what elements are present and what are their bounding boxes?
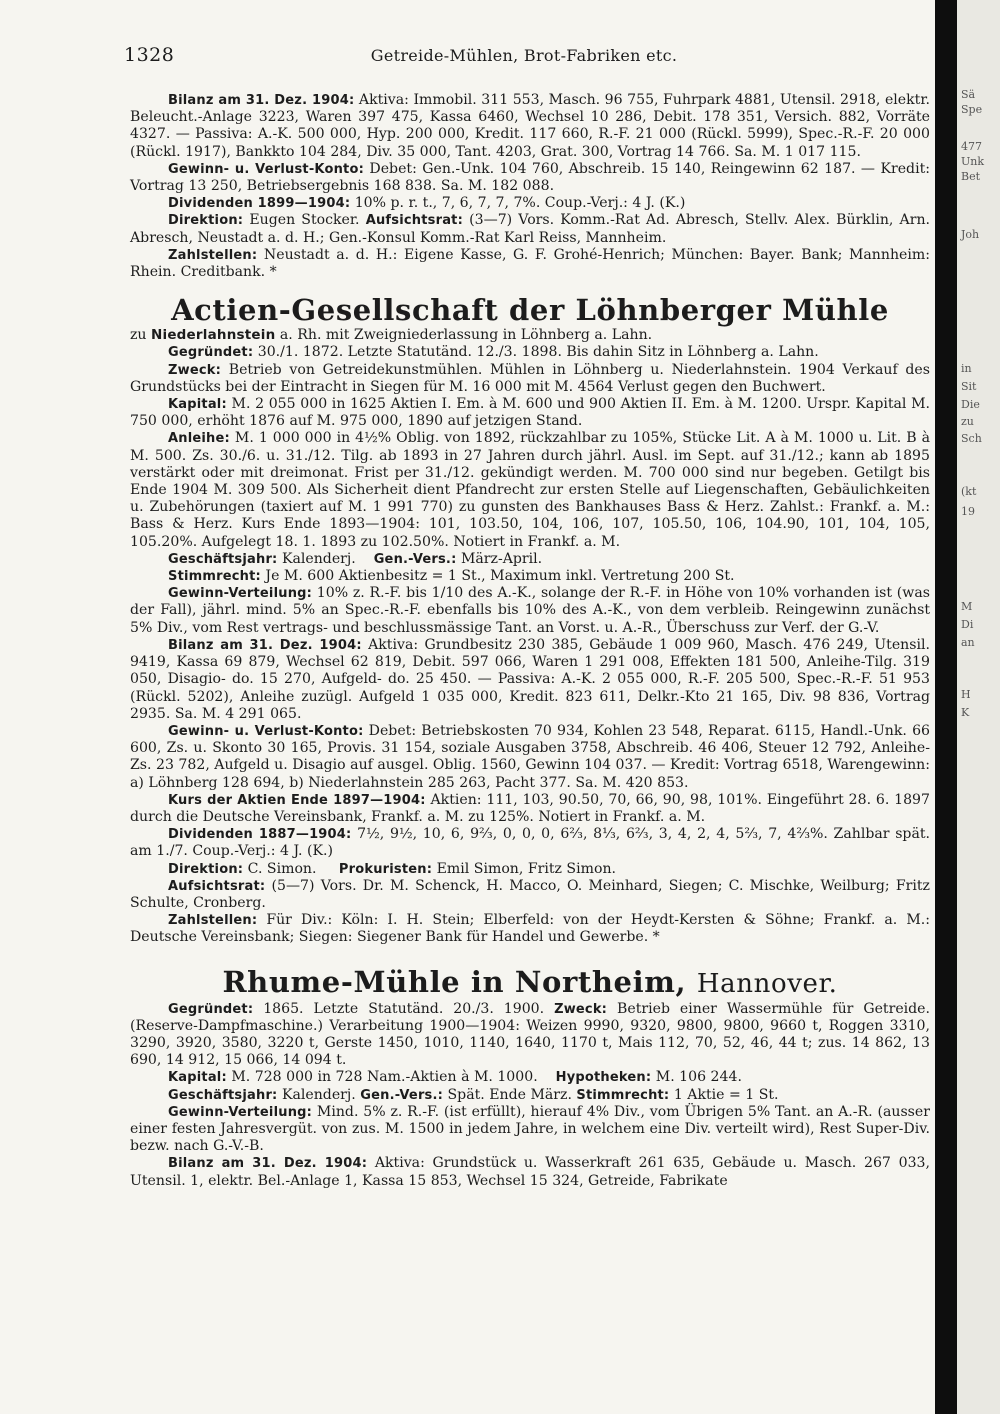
edge-fragment: Spe [961, 103, 983, 116]
kurs-entry: Kurs der Aktien Ende 1897—1904: Aktien: 111, 103, 90.50, 70, 66, 90, 98, 101%. Eingeführt 28. 6. 1897 durch die Deutsche Vereinsbank, Frankf. a. M. zu 125%. Notiert in Frankf. a. M. [130, 791, 930, 825]
stimmrecht-entry: Stimmrecht: Je M. 600 Aktienbesitz = 1 St., Maximum inkl. Vertretung 200 St. [168, 568, 735, 585]
gewinn-verlust-entry [130, 161, 930, 195]
edge-fragment: Di [961, 618, 974, 631]
edge-fragment: in [961, 362, 972, 375]
field-label: Bilanz am 31. Dez. 1904: [168, 93, 355, 108]
page-content [130, 92, 930, 1190]
book-gutter [935, 0, 957, 1414]
field-label: Direktion: [168, 213, 244, 229]
edge-fragment: an [961, 636, 975, 649]
geschaeftsjahr-entry: Geschäftsjahr: Kalenderj. Gen.-Vers.: Spät. Ende März. Stimmrecht: 1 Aktie = 1 St. [168, 1086, 779, 1103]
direktion-entry [130, 212, 930, 246]
field-text: Debet: Gen.-Unk. 104 760, Abschreib. 15 140, Reingewinn 62 187. — Kredit: Vortrag 13 250, Betriebsergebnis 168 838. Sa. M. 182 088. [130, 160, 930, 195]
edge-fragment: K [961, 706, 970, 719]
field-text: Neustadt a. d. H.: Eigene Kasse, G. F. Grohé-Henrich; München: Bayer. Bank; Mannheim: Rhein. Creditbank. * [130, 246, 930, 281]
gegruendet-zweck-entry: Gegründet: 1865. Letzte Statutänd. 20./3. 1900. Zweck: Betrieb einer Wassermühle für Getreide. (Reserve-Dampfmaschine.) Verarbeitung 1900—1904: Weizen 9990, 9320, 9800, 9800, 9660 t, Roggen 3310, 3290, 3920, 3580, 3220 t, Gerste 1450, 1010, 1140, 1640, 1170 t, Mais 112, 70, 52, 46, 44 t; zus. 14 862, 13 690, 14 912, 15 066, 14 094 t. [130, 1000, 931, 1069]
field-text: (3—7) Vors. Komm.-Rat Ad. Abresch, Stellv. Alex. Bürklin, Arn. Abresch, Neustadt a. d. H.; Gen.-Konsul Komm.-Rat Karl Reiss, Mannheim. [130, 212, 931, 246]
edge-fragment: H [961, 688, 971, 701]
kapital-entry: Kapital: M. 728 000 in 728 Nam.-Aktien à M. 1000. Hypotheken: M. 106 244. [168, 1069, 742, 1086]
edge-fragment: Sä [961, 88, 976, 101]
edge-fragment: 19 [961, 505, 975, 518]
edge-fragment: Unk [961, 155, 985, 168]
gegruendet-entry: Gegründet: 30./1. 1872. Letzte Statutänd. 12./3. 1898. Bis dahin Sitz in Löhnberg a. Lahn. [168, 344, 819, 361]
gewinn-verteilung-entry: Gewinn-Verteilung: 10% z. R.-F. bis 1/10 des A.-K., solange der R.-F. in Höhe von 10% vorhanden ist (was der Fall), jährl. mind. 5% an Spec.-R.-F. ebenfalls bis 10% des A.-K., von dem verbleib. Reingewinn zunächst 5% Div., vom Rest vertrags- und beschlussmässige Tant. an Vorst. u. A.-R., Überschuss zur Verf. der G.-V. [130, 585, 930, 636]
company-title: Actien-Gesellschaft der Löhnberger Mühle [171, 293, 889, 328]
anleihe-entry: Anleihe: M. 1 000 000 in 4½% Oblig. von 1892, rückzahlbar zu 105%, Stücke Lit. A à M. 1000 u. Lit. B à M. 500. Zs. 30./6. u. 31./12. Tilg. ab 1893 in 27 Jahren durch jährl. Ausl. im Sept. auf 31./12.; kann ab 1895 verstärkt oder mit dreimonat. Frist per 31./12. gekündigt werden. M. 700 000 sind nur begeben. Getilgt bis Ende 1904 M. 309 500. Als Sicherheit dient Pfandrecht zur ersten Stelle auf Liegenschaften, Gebäulichkeiten u. Zubehörungen (taxiert auf M. 1 991 770) zu gunsten des Bankhauses Bass & Herz. Zahlst.: Frankf. a. M.: Bass & Herz. Kurs Ende 1893—1904: 101, 103.50, 104, 106, 107, 105.50, 106, 104.90, 101, 104, 105, 105.20%. Aufgelegt 18. 1. 1893 zu 102.50%. Notiert in Frankf. a. M. [130, 430, 930, 550]
geschaeftsjahr-entry: Geschäftsjahr: Kalenderj. Gen.-Vers.: März-April. [168, 550, 543, 567]
page-number: 1328 [124, 44, 175, 66]
bilanz-entry: Bilanz am 31. Dez. 1904: Aktiva: Grundstück u. Wasserkraft 261 635, Gebäude u. Masch. 267 033, Utensil. 1, elektr. Bel.-Anlage 1, Kassa 15 853, Wechsel 15 324, Getreide, Fabrikate [130, 1155, 930, 1189]
zahlstellen-entry: Zahlstellen: Für Div.: Köln: I. H. Stein; Elberfeld: von der Heydt-Kersten & Söhne; Frankf. a. M.: Deutsche Vereinsbank; Siegen: Siegener Bank für Handel und Gewerbe. * [130, 912, 930, 946]
page-header [124, 44, 924, 74]
field-text: Eugen Stocker. [249, 212, 360, 229]
seat-city: Niederlahnstein [151, 327, 276, 344]
field-label: Aufsichtsrat: [365, 213, 463, 229]
field-label: Dividenden 1899—1904: [168, 196, 351, 212]
aufsichtsrat-entry: Aufsichtsrat: (5—7) Vors. Dr. M. Schenck, H. Macco, O. Meinhard, Siegen; C. Mischke, Weilburg; Fritz Schulte, Cronberg. [130, 877, 930, 911]
edge-fragment: M [961, 600, 973, 613]
edge-fragment: Bet [961, 170, 981, 183]
running-title: Getreide-Mühlen, Brot-Fabriken etc. [370, 46, 678, 65]
field-text: Aktiva: Immobil. 311 553, Masch. 96 755, Fuhrpark 4881, Utensil. 2918, elektr. Beleucht.-Anlage 3223, Waren 397 475, Kassa 6460, Wechsel 10 286, Debit. 178 351, Versich. 882, Vorräte 4327. — Passiva: A.-K. 500 000, Hyp. 200 000, Kredit. 117 660, R.-F. 21 000 (Rückl. 5999), Spec.-R.-F. 20 000 (Rückl. 1917), Bankkto 104 284, Div. 35 000, Tant. 4203, Grat. 300, Vortrag 14 766. Sa. M. 1 017 115. [130, 92, 930, 160]
bilanz-entry: Bilanz am 31. Dez. 1904: Aktiva: Grundbesitz 230 385, Gebäude 1 009 960, Masch. 476 249, Utensil. 9419, Kassa 69 879, Wechsel 62 819, Debit. 597 066, Waren 1 291 008, Effekten 181 500, Anleihe-Tilg. 319 050, Disagio- do. 15 270, Aufgeld- do. 25 450. — Passiva: A.-K. 2 055 000, R.-F. 205 500, Spec.-R.-F. 51 953 (Rückl. 5202), Anleihe zuzügl. Aufgeld 1 035 000, Kredit. 823 611, Delkr.-Kto 21 165, Div. 98 836, Vortrag 2935. Sa. M. 4 291 065. [130, 636, 930, 722]
zweck-entry: Zweck: Betrieb von Getreidekunstmühlen. Mühlen in Löhnberg u. Niederlahnstein. 1904 Verkauf des Grundstücks bei der Eintracht in Siegen für M. 16 000 mit M. 4564 Verlust gegen den Buchwert. [130, 361, 930, 395]
edge-fragment: (kt [961, 485, 977, 498]
company-seat: zu Niederlahnstein a. Rh. mit Zweigniederlassung in Löhnberg a. Lahn. [130, 327, 653, 344]
company-title: Rhume-Mühle in Northeim, Hannover. [222, 964, 838, 999]
dividenden-entry [130, 195, 930, 212]
edge-fragment: Sit [961, 380, 977, 393]
edge-fragment: Die [961, 398, 980, 411]
zahlstellen-entry [130, 247, 930, 281]
kapital-entry: Kapital: M. 2 055 000 in 1625 Aktien I. Em. à M. 600 und 900 Aktien II. Em. à M. 1200. Urspr. Kapital M. 750 000, erhöht 1876 auf M. 975 000, 1890 auf jetzigen Stand. [130, 396, 930, 430]
field-text: 10% p. r. t., 7, 6, 7, 7, 7%. Coup.-Verj.: 4 J. (K.) [354, 195, 686, 212]
dividenden-entry: Dividenden 1887—1904: 7½, 9½, 10, 6, 9⅔, 0, 0, 0, 6⅔, 8⅓, 6⅔, 3, 4, 2, 4, 5⅔, 7, 4⅔%. Zahlbar spät. am 1./7. Coup.-Verj.: 4 J. (K.) [130, 826, 931, 860]
gewinn-verteilung-entry: Gewinn-Verteilung: Mind. 5% z. R.-F. (ist erfüllt), hierauf 4% Div., vom Übrigen 5% Tant. an A.-R. (ausser einer festen Jahresvergüt. von zus. M. 1500 in jedem Jahre, in welchem eine Div. verteilt wird), Rest Super-Div. bezw. nach G.-V.-B. [130, 1103, 930, 1155]
gewinn-verlust-entry: Gewinn- u. Verlust-Konto: Debet: Betriebskosten 70 934, Kohlen 23 548, Reparat. 6115, Handl.-Unk. 66 600, Zs. u. Skonto 30 165, Provis. 31 154, soziale Ausgaben 3758, Abschreib. 46 406, Steuer 12 792, Anleihe-Zs. 23 782, Aufgeld u. Disagio auf ausgel. Oblig. 1560, Gewinn 104 037. — Kredit: Vortrag 6518, Warengewinn: a) Löhnberg 128 694, b) Niederlahnstein 285 263, Pacht 377. Sa. M. 420 853. [130, 722, 931, 791]
direktion-entry: Direktion: C. Simon. Prokuristen: Emil Simon, Fritz Simon. [168, 860, 616, 877]
edge-fragment: 477 [961, 140, 982, 153]
edge-fragment: Sch [961, 432, 982, 445]
edge-fragment: zu [961, 415, 974, 428]
field-label: Gewinn- u. Verlust-Konto: [168, 161, 364, 177]
field-label: Zahlstellen: [168, 247, 258, 263]
adjacent-page-edge [957, 0, 1000, 1414]
edge-fragment: Joh [961, 228, 980, 241]
bilanz-entry [130, 92, 930, 161]
